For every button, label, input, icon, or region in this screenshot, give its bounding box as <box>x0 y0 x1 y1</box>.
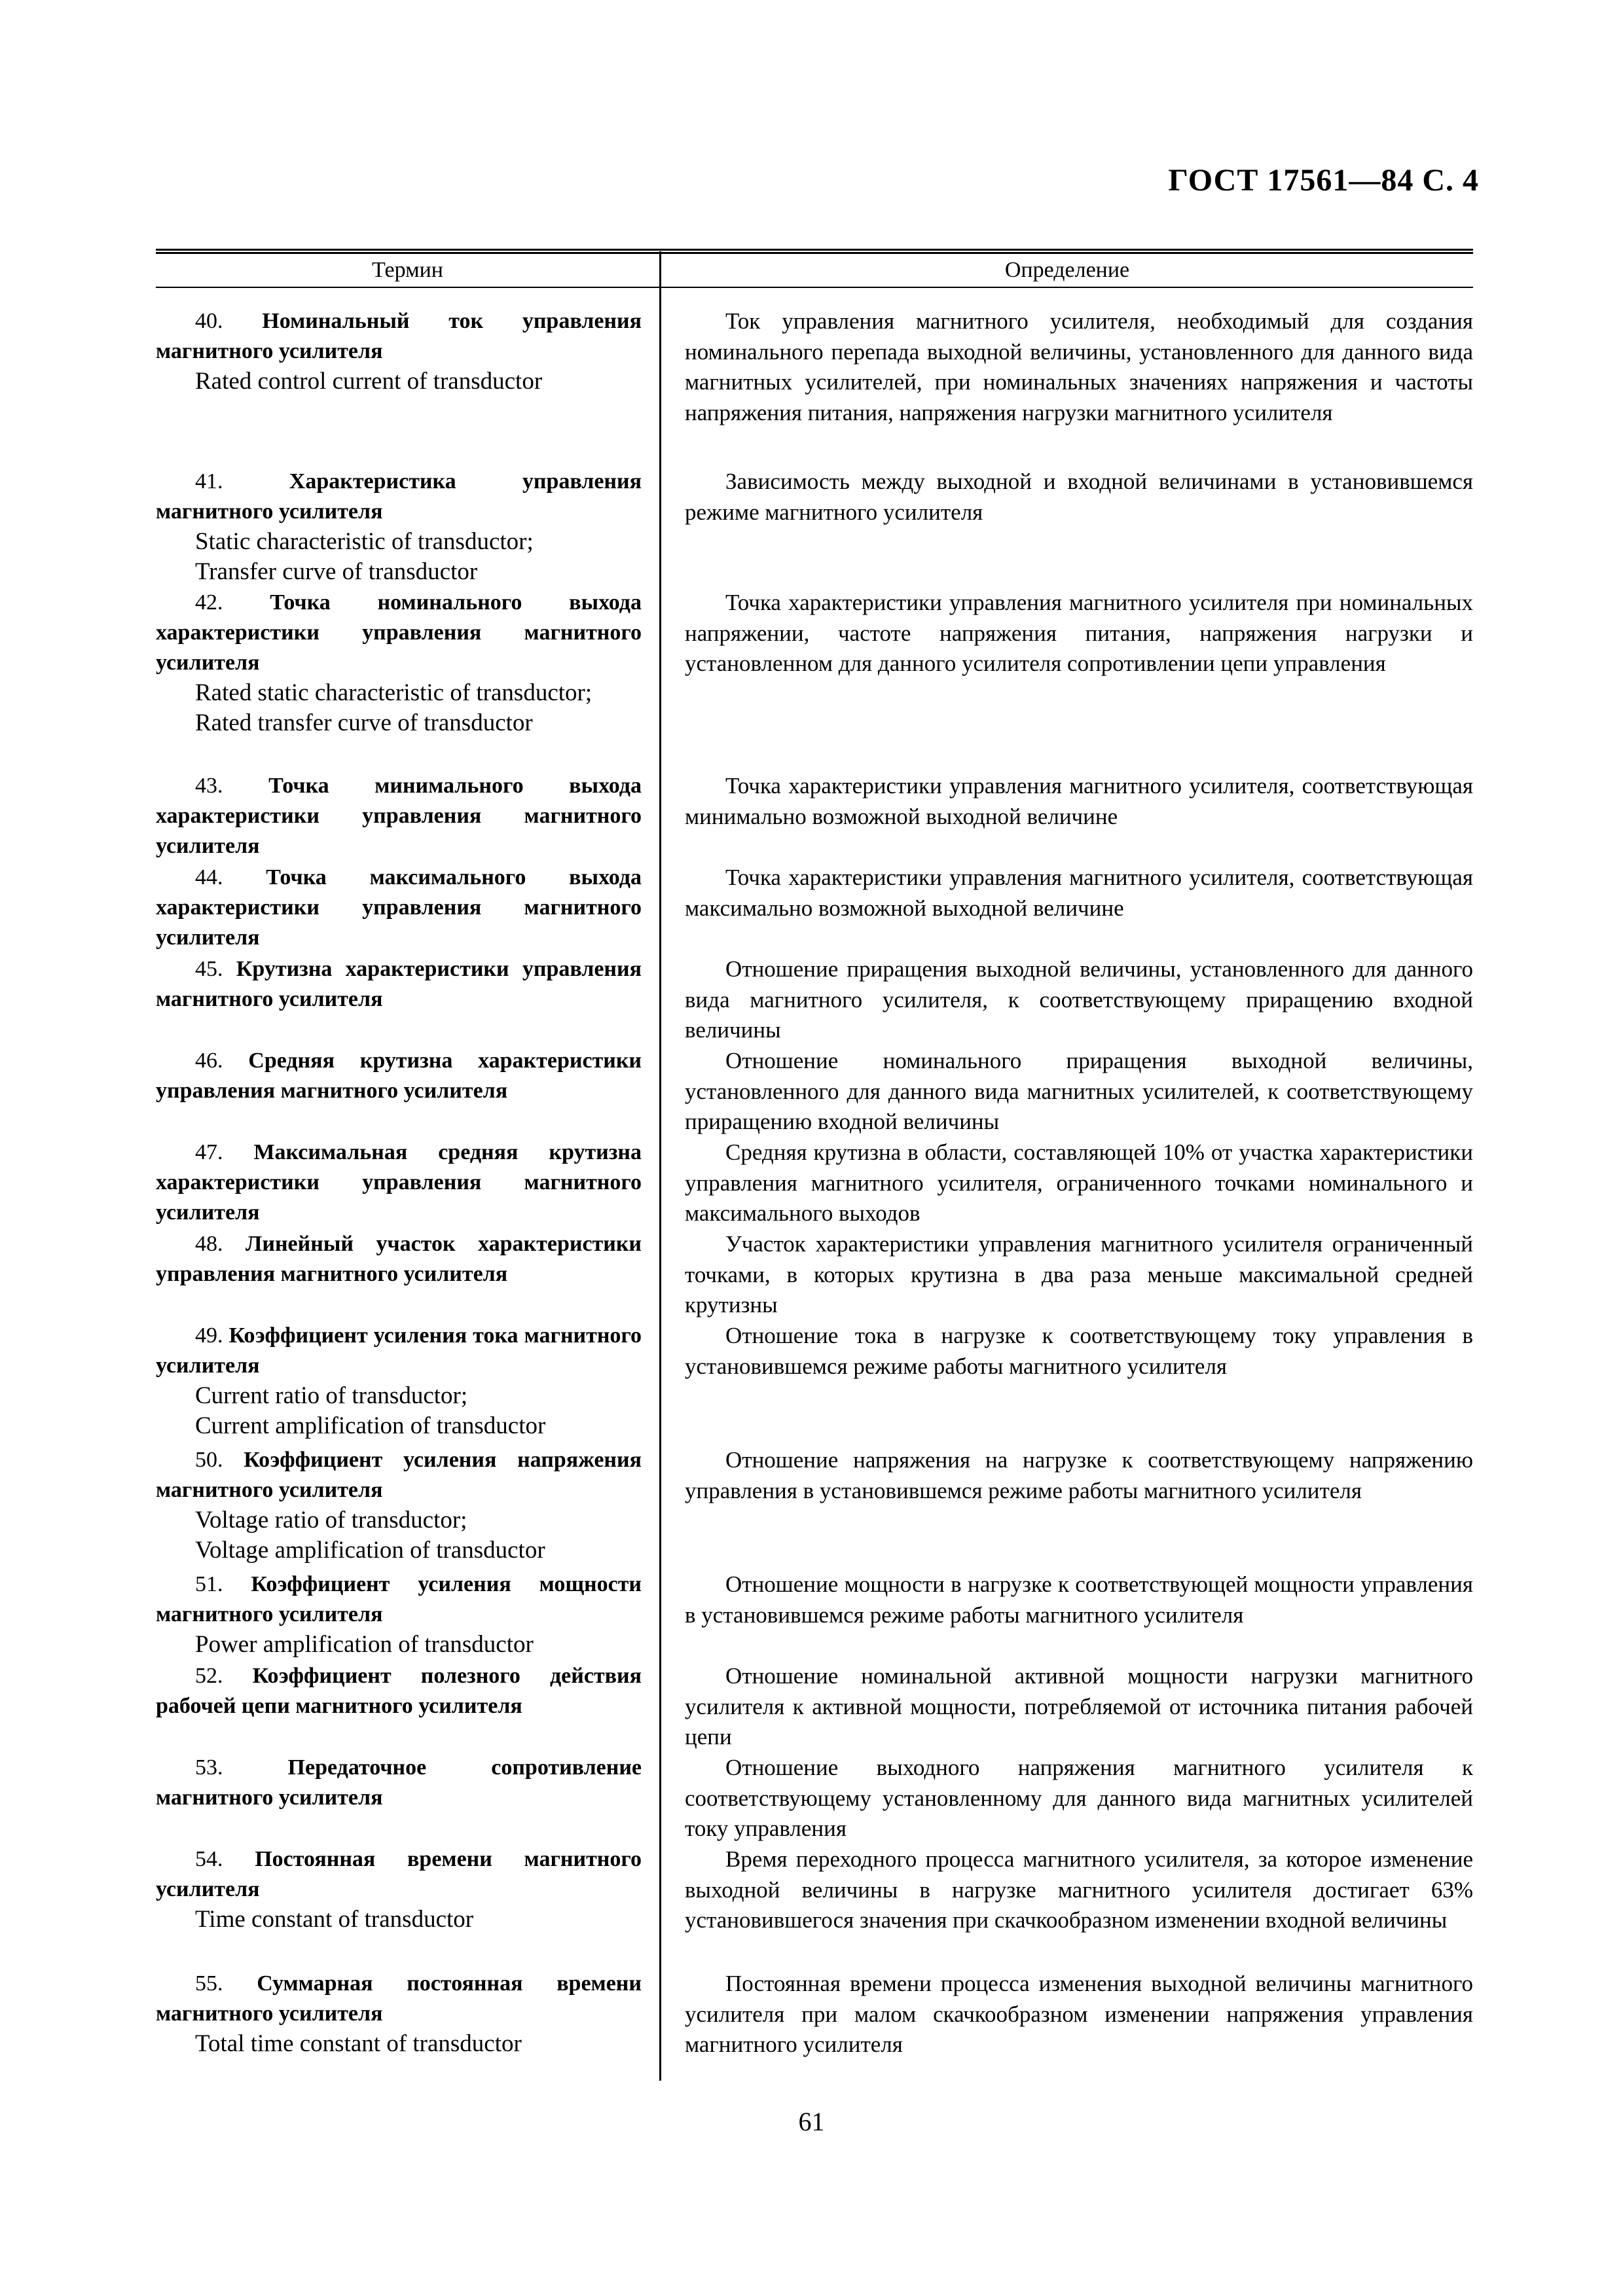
term-name: Номинальный ток управления магнитного усилителя <box>156 309 642 363</box>
term-name: Коэффициент усиления мощности магнитного усилителя <box>156 1572 642 1626</box>
term-cell <box>156 1321 642 1441</box>
term-name: Точка максимального выхода характеристики управления магнитного усилителя <box>156 865 642 950</box>
definition-cell: Отношение номинальной активной мощности нагрузки магнитного усилителя к активной мощности, потребляемой от источника питания рабочей цепи <box>685 1663 1473 1749</box>
term-name: Характеристика управления магнитного усилителя <box>156 469 642 524</box>
term-english-equivalent: Total time constant of transductor <box>195 2030 522 2057</box>
term-english-equivalent: Voltage amplification of transductor <box>195 1537 545 1564</box>
term-cell <box>156 863 642 953</box>
term-number: 44. <box>195 865 223 889</box>
term-cell <box>156 467 642 587</box>
column-divider <box>659 251 661 2081</box>
term-english-equivalent: Transfer curve of transductor <box>195 558 478 585</box>
term-number: 54. <box>195 1847 223 1871</box>
term-cell <box>156 1969 642 2059</box>
definition-cell: Время переходного процесса магнитного усилителя, за которое изменение выходной величины в нагрузке магнитного усилителя достигает 63% установившегося значения при скачкообразном изменении входной величины <box>685 1846 1473 1933</box>
term-number: 47. <box>195 1140 223 1164</box>
table-top-rule-inner <box>156 252 1473 254</box>
term-cell <box>156 1046 642 1106</box>
term-name: Коэффициент полезного действия рабочей цепи магнитного усилителя <box>156 1664 642 1718</box>
term-cell <box>156 306 642 397</box>
term-number: 45. <box>195 957 223 981</box>
header-divider <box>156 287 1473 288</box>
term-cell <box>156 1445 642 1566</box>
term-number: 52. <box>195 1664 223 1688</box>
definition-cell: Зависимость между выходной и входной величинами в установившемся режиме магнитного усилителя <box>685 469 1473 525</box>
term-english-equivalent: Rated control current of transductor <box>195 368 543 395</box>
term-number: 48. <box>195 1232 223 1256</box>
definition-cell: Постоянная времени процесса изменения выходной величины магнитного усилителя при малом скачкообразном изменении напряжения управления магнитного усилителя <box>685 1971 1473 2057</box>
term-english-equivalent: Power amplification of transductor <box>195 1631 534 1658</box>
term-name: Точка номинального выхода характеристики управления магнитного усилителя <box>156 590 642 675</box>
definition-cell: Отношение приращения выходной величины, установленного для данного вида магнитного усилителя, к соответствующему приращению входной величины <box>685 956 1473 1043</box>
term-name: Суммарная постоянная времени магнитного усилителя <box>156 1971 642 2026</box>
term-name: Максимальная средняя крутизна характеристики управления магнитного усилителя <box>156 1140 642 1225</box>
term-cell <box>156 771 642 861</box>
term-english-equivalent: Static characteristic of transductor; <box>195 528 534 555</box>
term-number: 49. <box>195 1323 223 1348</box>
definition-cell: Точка характеристики управления магнитного усилителя, соответствующая максимально возможной выходной величине <box>685 865 1473 921</box>
column-header-definition: Определение <box>1004 258 1130 282</box>
table-top-rule <box>156 249 1473 251</box>
definition-cell: Точка характеристики управления магнитного усилителя при номинальных напряжении, частоте напряжения питания, напряжения нагрузки и установленном для данного усилителя сопротивлении цепи управления <box>685 590 1473 676</box>
term-name: Постоянная времени магнитного усилителя <box>156 1847 642 1901</box>
term-name: Коэффициент усиления тока магнитного усилителя <box>156 1323 642 1378</box>
term-cell <box>156 1661 642 1721</box>
term-number: 42. <box>195 590 223 615</box>
term-number: 55. <box>195 1971 223 1996</box>
term-cell <box>156 588 642 738</box>
term-number: 43. <box>195 774 223 798</box>
term-name: Линейный участок характеристики управления магнитного усилителя <box>156 1232 642 1286</box>
term-number: 53. <box>195 1755 223 1780</box>
definition-cell: Отношение мощности в нагрузке к соответствующей мощности управления в установившемся режиме работы магнитного усилителя <box>685 1571 1473 1628</box>
term-english-equivalent: Rated transfer curve of transductor <box>195 709 533 736</box>
term-number: 40. <box>195 309 223 333</box>
definition-cell: Ток управления магнитного усилителя, необходимый для создания номинального перепада выходной величины, установленного для данного вида магнитных усилителей, при номинальных значениях напряжения и частоты напряжения питания, напряжения нагрузки магнитного усилителя <box>685 308 1473 425</box>
term-cell <box>156 1753 642 1813</box>
term-name: Средняя крутизна характеристики управления магнитного усилителя <box>156 1049 642 1103</box>
definition-cell: Отношение выходного напряжения магнитного усилителя к соответствующему установленному для данного вида магнитных усилителей току управления <box>685 1755 1473 1841</box>
term-name: Передаточное сопротивление магнитного усилителя <box>156 1755 642 1810</box>
term-english-equivalent: Voltage ratio of transductor; <box>195 1507 467 1534</box>
definition-cell: Средняя крутизна в области, составляющей 10% от участка характеристики управления магнитного усилителя, ограниченного точками номинального и максимального выходов <box>685 1139 1473 1226</box>
definition-cell: Точка характеристики управления магнитного усилителя, соответствующая минимально возможной выходной величине <box>685 773 1473 829</box>
term-number: 46. <box>195 1049 223 1073</box>
term-number: 50. <box>195 1448 223 1472</box>
term-cell <box>156 954 642 1014</box>
term-name: Коэффициент усиления напряжения магнитного усилителя <box>156 1448 642 1502</box>
term-english-equivalent: Rated static characteristic of transductor; <box>195 679 593 706</box>
term-number: 41. <box>195 469 223 493</box>
term-name: Крутизна характеристики управления магнитного усилителя <box>156 957 642 1011</box>
definition-cell: Отношение номинального приращения выходной величины, установленного для данного вида магнитных усилителей, к соответствующему приращению входной величины <box>685 1048 1473 1134</box>
term-cell <box>156 1229 642 1289</box>
term-english-equivalent: Current ratio of transductor; <box>195 1382 468 1409</box>
term-cell <box>156 1844 642 1935</box>
term-cell <box>156 1570 642 1660</box>
definition-cell: Участок характеристики управления магнитного усилителя ограниченный точками, в которых крутизна в два раза меньше максимальной средней крутизны <box>685 1231 1473 1318</box>
term-english-equivalent: Current amplification of transductor <box>195 1412 546 1439</box>
term-english-equivalent: Time constant of transductor <box>195 1906 474 1933</box>
document-header: ГОСТ 17561—84 С. 4 <box>1168 163 1479 198</box>
page-number: 61 <box>798 2107 825 2136</box>
term-cell <box>156 1138 642 1228</box>
definition-cell: Отношение напряжения на нагрузке к соответствующему напряжению управления в установившемся режиме работы магнитного усилителя <box>685 1447 1473 1503</box>
definition-cell: Отношение тока в нагрузке к соответствующему току управления в установившемся режиме работы магнитного усилителя <box>685 1323 1473 1379</box>
term-name: Точка минимального выхода характеристики управления магнитного усилителя <box>156 774 642 858</box>
term-number: 51. <box>195 1572 223 1596</box>
column-header-term: Термин <box>372 258 443 282</box>
